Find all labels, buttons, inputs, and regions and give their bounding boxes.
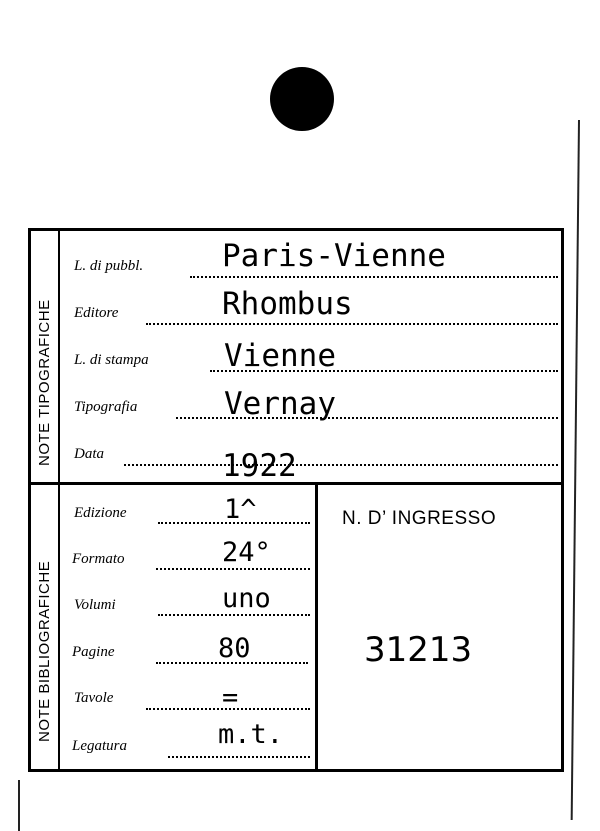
dotted-line bbox=[146, 323, 558, 325]
label-volumi: Volumi bbox=[74, 597, 116, 613]
dotted-line bbox=[168, 756, 310, 758]
side-label-tipografiche: NOTE TIPOGRAFICHE bbox=[36, 299, 53, 466]
side-label-bibliografiche: NOTE BIBLIOGRAFICHE bbox=[36, 560, 53, 742]
value-tipografia: Vernay bbox=[224, 386, 336, 422]
label-legatura: Legatura bbox=[72, 738, 128, 754]
ingresso-label: N. D’ INGRESSO bbox=[342, 508, 497, 529]
label-edizione: Edizione bbox=[74, 505, 127, 521]
value-data: 1922 bbox=[222, 448, 297, 484]
value-legatura: m.t. bbox=[218, 719, 284, 750]
label-tipografia: Tipografia bbox=[74, 399, 138, 415]
label-luogo-stampa: L. di stampa bbox=[74, 352, 149, 368]
label-formato: Formato bbox=[72, 551, 125, 567]
value-luogo-stampa: Vienne bbox=[224, 338, 336, 374]
card-edge-left bbox=[18, 780, 20, 831]
value-edizione: 1^ bbox=[224, 494, 257, 525]
ingresso-number: 31213 bbox=[364, 630, 473, 670]
value-pagine: 80 bbox=[218, 633, 251, 664]
punch-hole bbox=[270, 67, 334, 131]
ingresso-divider bbox=[315, 485, 318, 769]
dotted-line bbox=[158, 614, 310, 616]
label-data: Data bbox=[74, 446, 104, 462]
value-tavole: = bbox=[222, 682, 239, 713]
label-tavole: Tavole bbox=[74, 690, 114, 706]
dotted-line bbox=[156, 568, 310, 570]
value-formato: 24° bbox=[222, 537, 271, 568]
side-column-divider bbox=[58, 231, 60, 769]
value-volumi: uno bbox=[222, 583, 271, 614]
dotted-line bbox=[190, 276, 558, 278]
dotted-line bbox=[124, 464, 558, 466]
value-luogo-pubblicazione: Paris-Vienne bbox=[222, 238, 446, 274]
label-editore: Editore bbox=[74, 305, 119, 321]
card-edge-right bbox=[571, 120, 580, 820]
label-pagine: Pagine bbox=[72, 644, 115, 660]
label-luogo-pubblicazione: L. di pubbl. bbox=[74, 258, 144, 274]
value-editore: Rhombus bbox=[222, 286, 353, 322]
